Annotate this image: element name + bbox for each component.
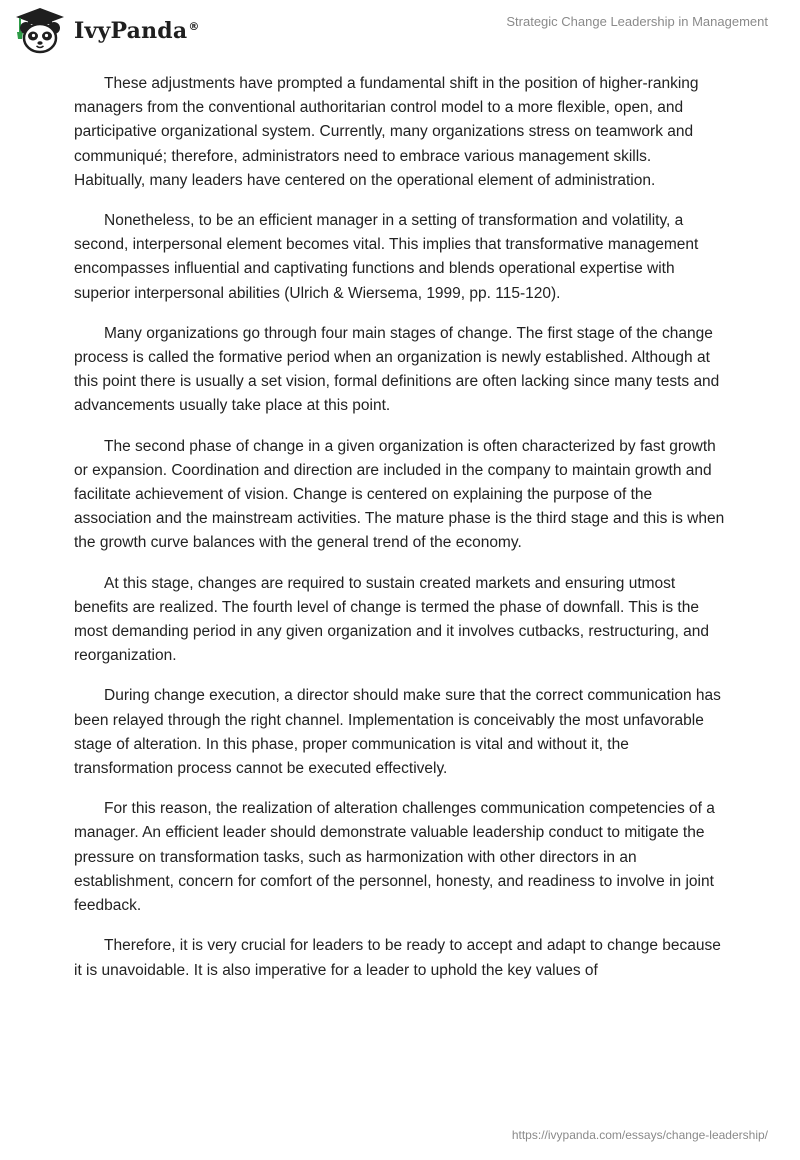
brand-name (74, 18, 200, 44)
essay-body (74, 72, 726, 999)
paragraph: For this reason, the realization of alteration challenges communication competencies of a manager. An efficient leader should demonstrate valuable leadership conduct to mitigate the pressure on transformation tasks, such as harmonization with other directors in an establishment, concern for comfort of the personnel, honesty, and readiness to involve in joint feedback. (74, 800, 715, 915)
paragraph: The second phase of change in a given organization is often characterized by fast growth or expansion. Coordination and direction are included in the company to maintain growth and facilitate achievement of vision. Change is centered on explaining the purpose of the association and the mainstream activities. The mature phase is the third stage and this is when the growth curve balances with the general trend of the economy. (74, 437, 725, 552)
ivypanda-logo[interactable] (14, 6, 200, 56)
source-url[interactable]: https://ivypanda.com/essays/change-leadership/ (511, 1128, 768, 1142)
page-header (0, 0, 800, 64)
paragraph: During change execution, a director should make sure that the correct communication has been relayed through the right channel. Implementation is conceivably the most unfavorable stage of alteration. In this phase, proper communication is vital and without it, the transformation process cannot be executed effectively. (74, 687, 721, 778)
document-title: Strategic Change Leadership in Management (506, 14, 768, 29)
panda-graduation-cap-icon (14, 6, 66, 56)
paragraph: Therefore, it is very crucial for leaders to be ready to accept and adapt to change because it is unavoidable. It is also imperative for a leader to uphold the key values of (74, 937, 721, 979)
registered-mark: ® (188, 19, 200, 33)
brand-name-text: IvyPanda (74, 18, 188, 44)
paragraph: Many organizations go through four main stages of change. The first stage of the change process is called the formative period when an organization is newly established. Although at this point there is usually a set vision, formal definitions are often lacking since many tests and advancements usually take place at this point. (74, 324, 720, 415)
paragraph: Nonetheless, to be an efficient manager in a setting of transformation and volatility, a second, interpersonal element becomes vital. This implies that transformative management encompasses influential and captivating functions and blends operational expertise with superior interpersonal abilities (Ulrich & Wiersema, 1999, pp. 115-120). (74, 212, 699, 302)
paragraph: These adjustments have prompted a fundamental shift in the position of higher-ranking managers from the conventional authoritarian control model to a more flexible, open, and participative organizational system. Currently, many organizations stress on teamwork and communiqué; therefore, administrators need to embrace various management skills. Habitually, many leaders have centered on the operational element of administration. (74, 75, 699, 189)
paragraph: At this stage, changes are required to sustain created markets and ensuring utmost benefits are realized. The fourth level of change is termed the phase of downfall. This is the most demanding period in any given organization and it involves cutbacks, restructuring, and reorganization. (74, 574, 710, 665)
